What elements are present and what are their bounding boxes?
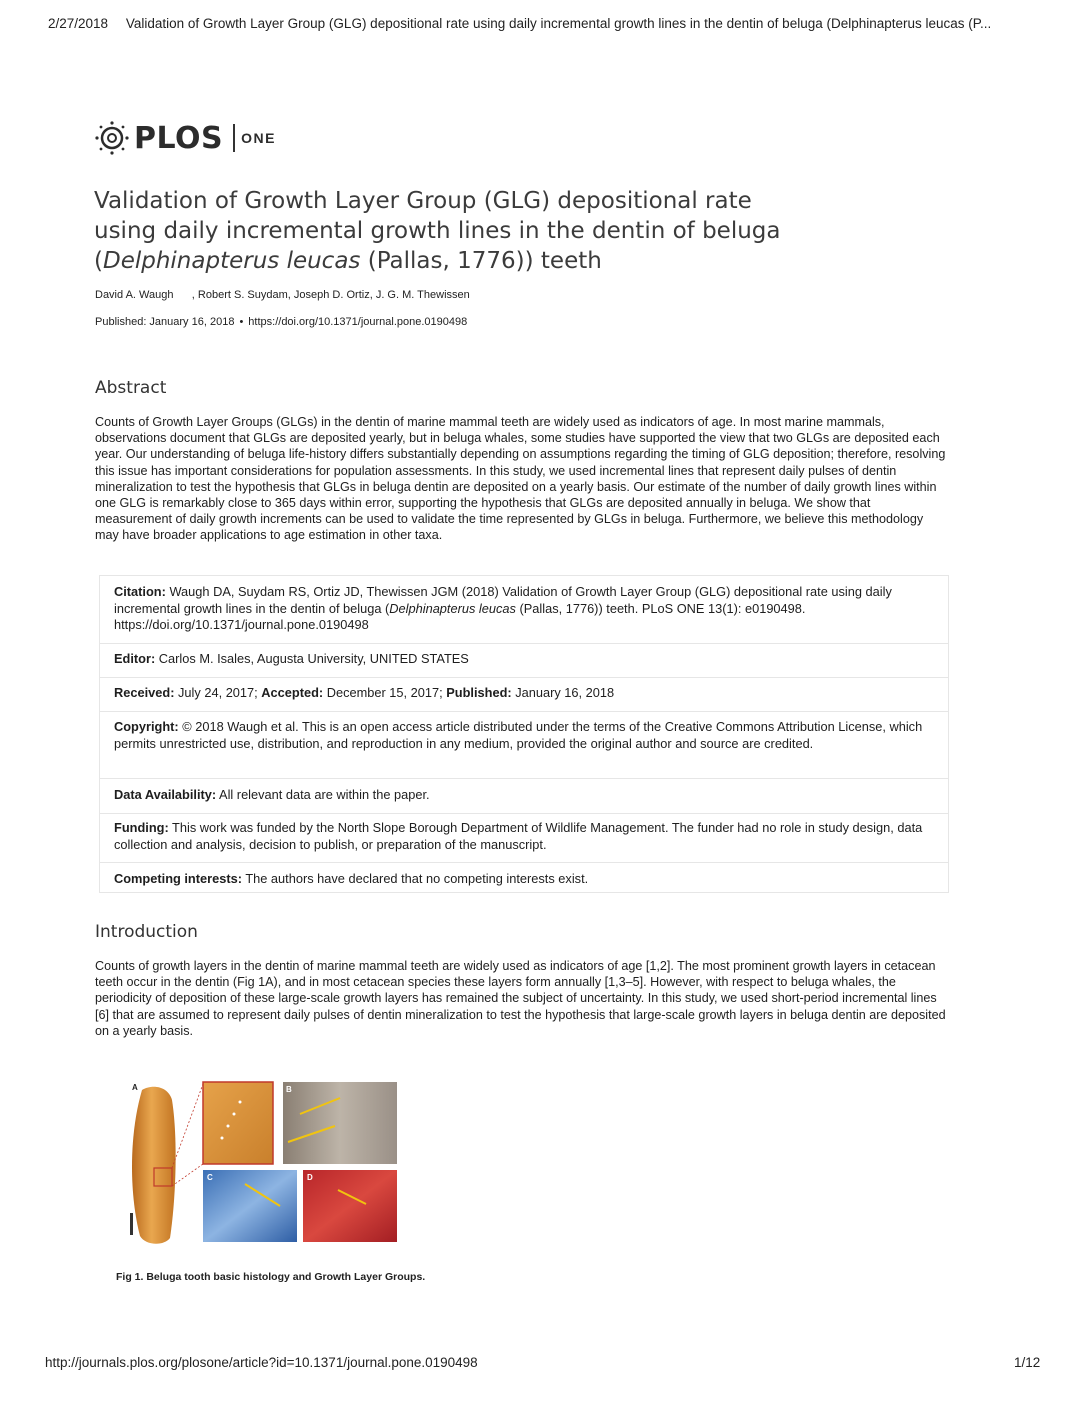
citation-row bbox=[100, 584, 948, 644]
print-date: 2/27/2018 bbox=[48, 16, 109, 31]
introduction-text: Counts of growth layers in the dentin of marine mammal teeth are widely used as indicators of age [1,2]. The most prominent growth layers in cetacean teeth occur in the dentin (Fig 1A), and in most cetacean species these layers form annually [1,3–5]. However, with respect to beluga whales, the periodicity of deposition of these large-scale growth layers has remained the subject of uncertainty. In this study, we used short-period incremental lines [6] that are assumed to represent daily pulses of dentin mineralization to test the hypothesis that large-scale growth layers in beluga dentin are deposited on a yearly basis. bbox=[95, 959, 946, 1038]
title-line-3-rest: (Pallas, 1776)) teeth bbox=[360, 248, 602, 274]
author-list: David A. Waugh , Robert S. Suydam, Joseph D. Ortiz, J. G. M. Thewissen bbox=[95, 289, 470, 301]
citation-species: Delphinapterus leucas bbox=[389, 600, 516, 616]
publication-info bbox=[95, 316, 467, 328]
panel-label-c: C bbox=[207, 1173, 213, 1182]
figure-1-image bbox=[120, 1078, 400, 1246]
logo-divider bbox=[233, 124, 235, 152]
abstract-text: Counts of Growth Layer Groups (GLGs) in the dentin of marine mammal teeth are widely used as indicators of age. In most marine mammals, observations document that GLGs are deposited yearly, but in beluga whales, some studies have supported the view that two GLGs are deposited each year. Our understanding of beluga life-history differs substantially depending on assumptions regarding the timing of GLG deposition; therefore, resolving this issue has important considerations for population assessments. In this study, we used incremental lines that represent daily pulses of dentin mineralization to test the hypothesis that GLGs in beluga dentin are deposited on a yearly basis. Our estimate of the number of daily growth lines within one GLG is remarkably close to 365 days within error, supporting the hypothesis that GLGs are deposited annually in beluga. We show that measurement of daily growth increments can be used to validate the time represented by GLGs in beluga. Furthermore, we believe this methodology may have broader applications to age estimation in other taxa. bbox=[95, 415, 946, 543]
citation-label: Citation: bbox=[114, 584, 166, 599]
competing-interests-row bbox=[100, 871, 948, 891]
copyright-label: Copyright: bbox=[114, 719, 179, 734]
title-line-1: Validation of Growth Layer Group (GLG) depositional rate bbox=[94, 188, 752, 214]
received-date: July 24, 2017; bbox=[178, 685, 258, 700]
published-label: Published: bbox=[446, 685, 512, 700]
plos-one-logo[interactable] bbox=[94, 118, 276, 158]
doi-link[interactable]: https://doi.org/10.1371/journal.pone.0190498 bbox=[248, 316, 468, 328]
panel-label-d: D bbox=[307, 1173, 313, 1182]
published-date-meta: January 16, 2018 bbox=[515, 685, 615, 700]
figure-caption: Fig 1. Beluga tooth basic histology and Growth Layer Groups. bbox=[116, 1271, 426, 1283]
abstract-heading: Abstract bbox=[95, 378, 167, 398]
footer-url[interactable]: http://journals.plos.org/plosone/article?id=10.1371/journal.pone.0190498 bbox=[45, 1355, 478, 1370]
panel-label-b: B bbox=[286, 1085, 292, 1094]
data-availability-label: Data Availability: bbox=[114, 787, 217, 802]
title-line-3-open: ( bbox=[94, 248, 103, 274]
competing-interests-label: Competing interests: bbox=[114, 871, 242, 886]
print-header bbox=[48, 16, 1048, 31]
citation-text-b: (Pallas, 1776)) teeth. PLoS ONE 13(1): e0190498. https://doi.org/10.1371/journal.pone.0190498 bbox=[114, 600, 806, 632]
editor-label: Editor: bbox=[114, 651, 156, 666]
panel-b bbox=[283, 1082, 397, 1164]
accepted-date: December 15, 2017; bbox=[326, 685, 443, 700]
editor-text: Carlos M. Isales, Augusta University, UNITED STATES bbox=[158, 651, 469, 666]
competing-interests-text: The authors have declared that no competing interests exist. bbox=[245, 871, 589, 886]
tooth-illustration bbox=[132, 1087, 176, 1244]
panel-a-inset bbox=[203, 1082, 273, 1164]
data-availability-text: All relevant data are within the paper. bbox=[219, 787, 430, 802]
editor-row bbox=[100, 651, 948, 678]
citation-text-a: Waugh DA, Suydam RS, Ortiz JD, Thewissen JGM (2018) Validation of Growth Layer Group (GLG) depositional rate using daily incremental growth lines in the dentin of beluga ( bbox=[114, 584, 892, 616]
plos-logo-icon bbox=[94, 120, 130, 156]
plos-wordmark: PLOS bbox=[134, 120, 224, 156]
panel-d bbox=[303, 1170, 397, 1242]
funding-text: This work was funded by the North Slope Borough Department of Wildlife Management. The funder had no role in study design, data collection and analysis, decision to publish, or preparation of the manuscript. bbox=[114, 820, 923, 852]
print-page-title: Validation of Growth Layer Group (GLG) depositional rate using daily incremental growth lines in the dentin of beluga (Delphinapterus leucas (P... bbox=[125, 16, 992, 31]
received-label: Received: bbox=[114, 685, 175, 700]
title-species: Delphinapterus leucas bbox=[102, 248, 361, 274]
panel-c bbox=[203, 1170, 297, 1242]
funding-label: Funding: bbox=[114, 820, 169, 835]
published-date: Published: January 16, 2018 bbox=[95, 316, 235, 328]
page-number: 1/12 bbox=[1014, 1355, 1041, 1370]
article-metadata-box bbox=[99, 575, 949, 893]
panel-label-a: A bbox=[132, 1083, 138, 1092]
introduction-heading: Introduction bbox=[95, 922, 198, 942]
title-line-2: using daily incremental growth lines in the dentin of beluga bbox=[94, 218, 781, 244]
copyright-text: © 2018 Waugh et al. This is an open access article distributed under the terms of the Creative Commons Attribution License, which permits unrestricted use, distribution, and reproduction in any medium, provided the original author and source are credited. bbox=[114, 719, 923, 751]
figure-1[interactable] bbox=[120, 1078, 400, 1246]
journal-name: ONE bbox=[241, 130, 276, 146]
article-title bbox=[94, 186, 794, 276]
funding-row bbox=[100, 820, 948, 863]
accepted-label: Accepted: bbox=[261, 685, 324, 700]
data-availability-row bbox=[100, 787, 948, 814]
bullet-separator: • bbox=[239, 316, 244, 328]
dates-row bbox=[100, 685, 948, 712]
copyright-row bbox=[100, 719, 948, 779]
